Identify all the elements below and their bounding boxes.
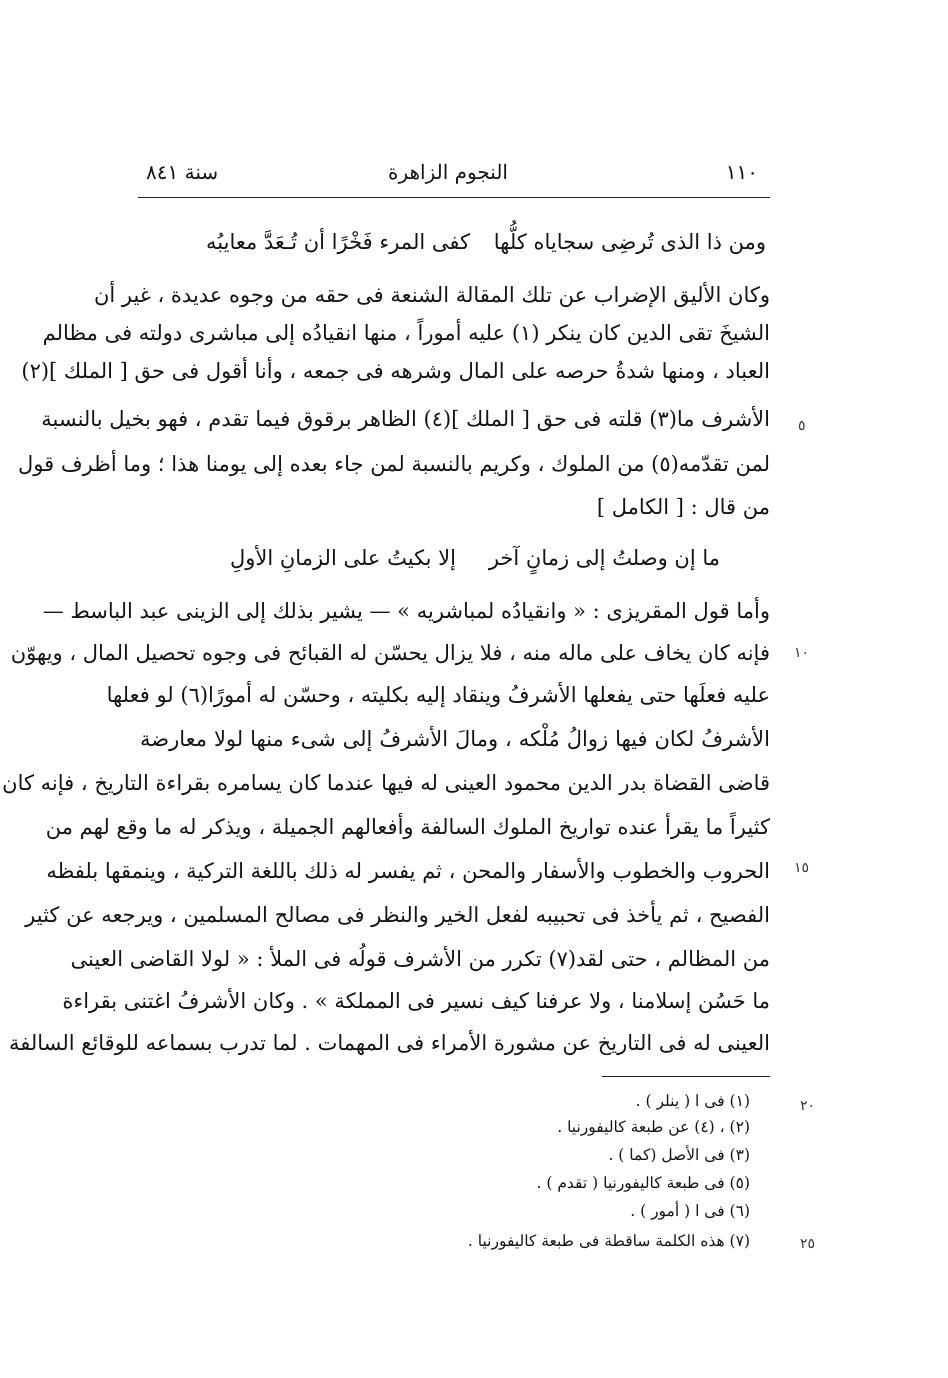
text-line: لمن تقدّمه(٥) من الملوك ، وكريم بالنسبة لمن جاء بعده إلى يومنا هذا ؛ وما أظرف قول [18,452,770,476]
text-line: فإنه كان يخاف على ماله منه ، فلا يزال يحسّن له القبائح فى وجوه تحصيل المال ، ويهوّن [10,641,770,665]
verse-2-first-hemistich: ما إن وصلتُ إلى زمانٍ آخر [488,546,720,570]
footnote: (٧) هذه الكلمة ساقطة فى طبعة كاليفورنيا . [467,1232,750,1250]
text-line: الفصيح ، ثم يأخذ فى تحبيبه لفعل الخير والنظر فى مصالح المسلمين ، ويرجعه عن كثير [25,903,770,927]
text-line: كثيراً ما يقرأ عنده تواريخ الملوك السالفة وأفعالهم الجميلة ، ويذكر له ما وقع لهم من [45,815,770,839]
text-line: الشيخَ تقى الدين كان ينكر (١) عليه أموراً ، منها انقيادُه إلى مباشرى دولته فى مظالم [42,321,770,345]
text-line: من المظالم ، حتى لقد(٧) تكرر من الأشرف قولُه فى الملأ : « لولا القاضى العينى [70,947,770,971]
text-line: وكان الأليق الإضراب عن تلك المقالة الشنعة فى حقه من وجوه عديدة ، غير أن [93,283,770,307]
footnote: (٦) فى ا ( أمور ) . [630,1202,750,1220]
book-title: النجوم الزاهرة [388,160,508,184]
line-number-20: ٢٠ [800,1098,816,1114]
text-line: قاضى القضاة بدر الدين محمود العينى له فيها عندما كان يسامره بقراءة التاريخ ، فإنه كان [2,771,770,795]
header-rule [138,197,770,198]
verse-2-second-hemistich: إلا بكيتُ على الزمانِ الأولِ [230,546,456,570]
footnote: (٣) فى الأصل (كما ) . [608,1146,750,1164]
verse-1-first-hemistich: ومن ذا الذى تُرضِى سجاياه كلُّها [493,230,766,254]
text-line: من قال : [ الكامل ] [596,495,770,519]
line-number-25: ٢٥ [800,1236,816,1252]
text-line: ما حَسُن إسلامنا ، ولا عرفنا كيف نسير فى المملكة » . وكان الأشرفُ اغتنى بقراءة [62,989,770,1013]
line-number-15: ١٥ [794,860,810,876]
text-line: عليه فعلَها حتى يفعلها الأشرفُ وينقاد إليه بكليته ، وحسّن له أمورًا(٦) لو فعلها [106,683,770,707]
verse-1-second-hemistich: كفى المرء فَخْرًا أن تُـعَدَّ معايبُه [206,230,470,254]
text-line: العباد ، ومنها شدةُ حرصه على المال وشرهه فى جمعه ، وأنا أقول فى حق [ الملك ](٢) [21,359,770,383]
footnote: (١) فى ا ( ينلر ) . [635,1092,750,1110]
footnote-rule [602,1076,770,1077]
text-line: الأشرفُ لكان فيها زوالُ مُلْكه ، ومالَ الأشرفُ إلى شىء منها لولا معارضة [140,727,770,751]
footnote: (٢) ، (٤) عن طبعة كاليفورنيا . [557,1118,750,1136]
line-number-5: ٥ [798,418,806,434]
page-number: ١١٠ [725,160,758,184]
line-number-10: ١٠ [794,645,810,661]
year-label: سنة ٨٤١ [146,160,219,184]
text-line: وأما قول المقريزى : « وانقيادُه لمباشريه » — يشير بذلك إلى الزينى عبد الباسط — [42,599,770,623]
footnote: (٥) فى طبعة كاليفورنيا ( تقدم ) . [536,1174,750,1192]
text-line: الأشرف ما(٣) قلته فى حق [ الملك ](٤) الظاهر برقوق فيما تقدم ، فهو بخيل بالنسبة [41,407,770,431]
text-line: الحروب والخطوب والأسفار والمحن ، ثم يفسر له ذلك باللغة التركية ، وينمقها بلفظه [46,859,770,883]
running-header [140,160,768,190]
text-line: العينى له فى التاريخ عن مشورة الأمراء فى المهمات . لما تدرب بسماعه للوقائع السالفة [8,1031,770,1055]
